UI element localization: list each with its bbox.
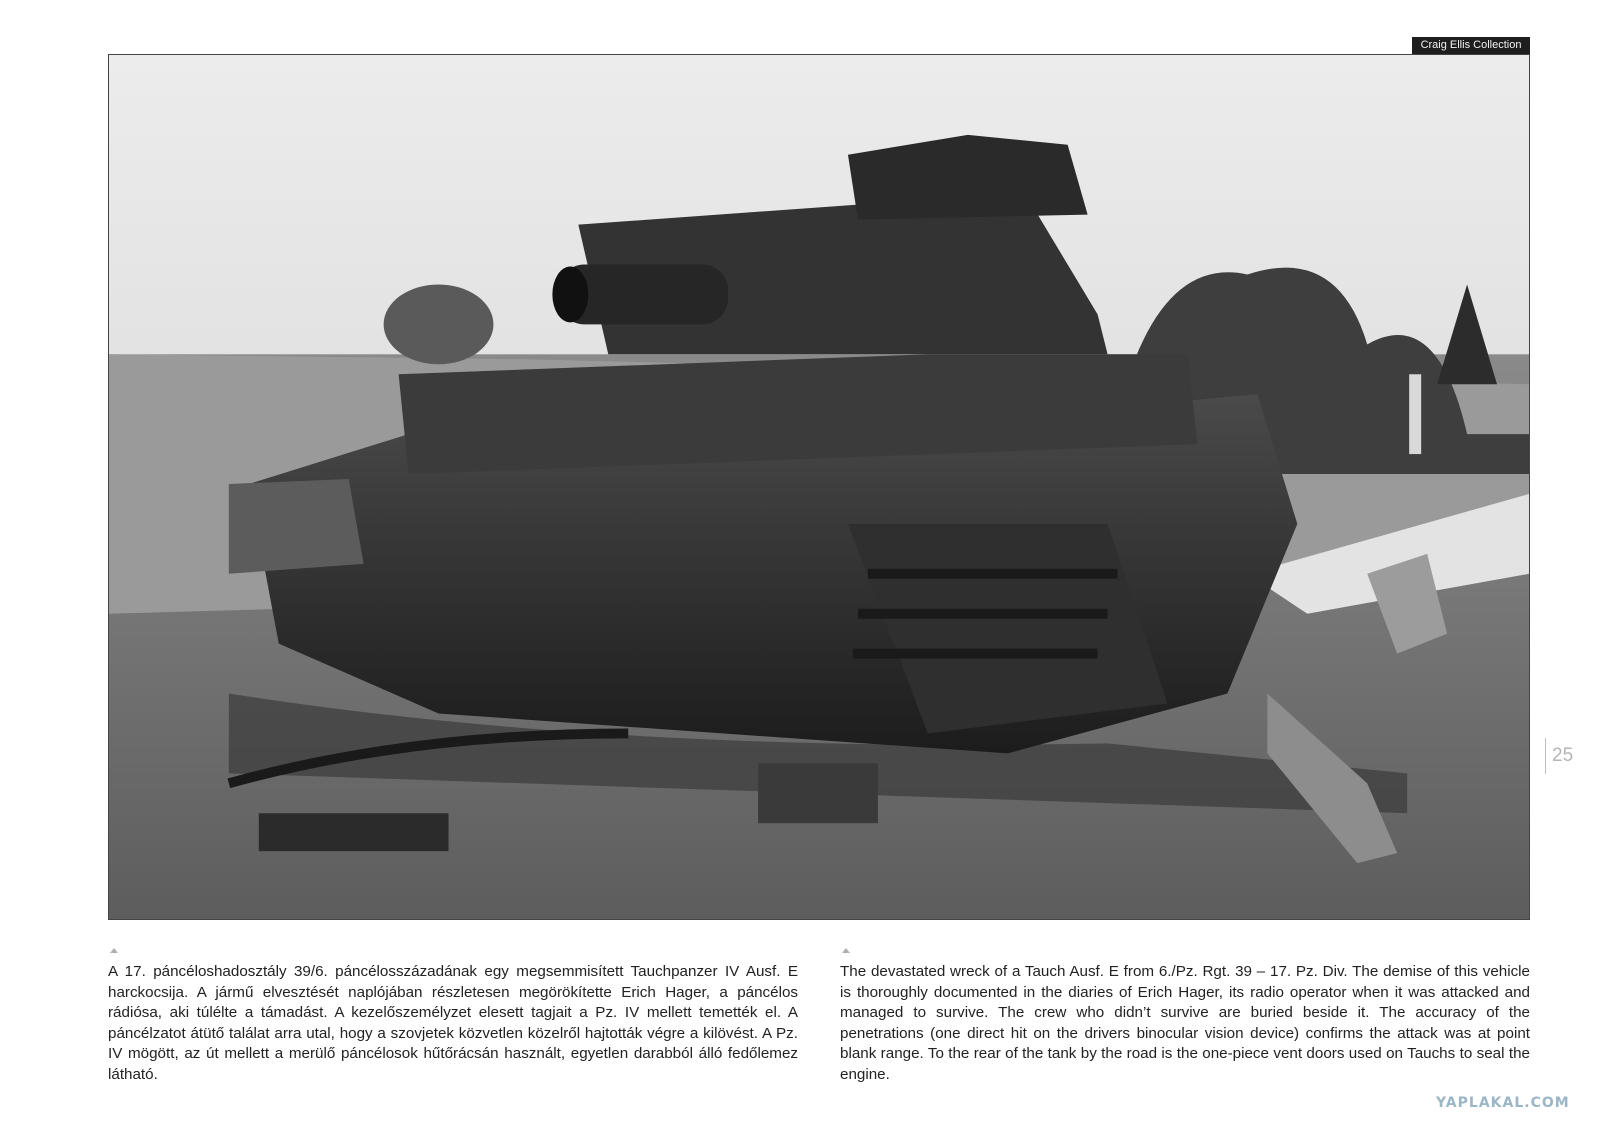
- debris-block: [758, 763, 878, 823]
- page-number: 25: [1552, 745, 1574, 766]
- photo-credit: Craig Ellis Collection: [1412, 37, 1530, 54]
- post: [1409, 374, 1421, 454]
- page-number-rule: [1545, 738, 1546, 774]
- caption-hungarian: A 17. páncéloshadosztály 39/6. páncélosszázadának egy megsemmisített Tauchpanzer IV Ausf. E harckocsija. A jármű elvesztését naplójában részletesen megörökítette Erich Hager, a páncélos rádiósa, aki túlélte a támadást. A kezelőszemélyzet elesett tagjait a Pz. IV mellett temették el. A páncélzatot átütő találat arra utal, hogy a szovjetek közvetlen közelről hajtották végre a kilövést. A Pz. IV mögött, az út mellett a merülő páncélosok hűtőrácsán használt, egyetlen darabból álló fedőlemez látható.: [108, 963, 798, 1083]
- debris-plank: [259, 813, 449, 851]
- watermark: YAPLAKAL.COM: [1436, 1095, 1570, 1111]
- caption-marker-hu: [110, 948, 118, 953]
- tank-wreck-photo: [108, 54, 1530, 920]
- caption-marker-en: [842, 948, 850, 953]
- tree-left: [384, 284, 494, 364]
- photo-illustration: [109, 55, 1529, 919]
- gun-muzzle: [552, 267, 588, 323]
- caption-english: The devastated wreck of a Tauch Ausf. E from 6./Pz. Rgt. 39 – 17. Pz. Div. The demise of this vehicle is thoroughly documented in the diaries of Erich Hager, its radio operator when it was attacked and managed to survive. The crew who didn’t survive are buried beside it. The accuracy of the penetrations (one direct hit on the drivers binocular vision device) confirms the attack was at point blank range. To the rear of the tank by the road is the one-piece vent doors used on Tauchs to seal the engine.: [840, 963, 1530, 1083]
- front-plate: [229, 479, 364, 574]
